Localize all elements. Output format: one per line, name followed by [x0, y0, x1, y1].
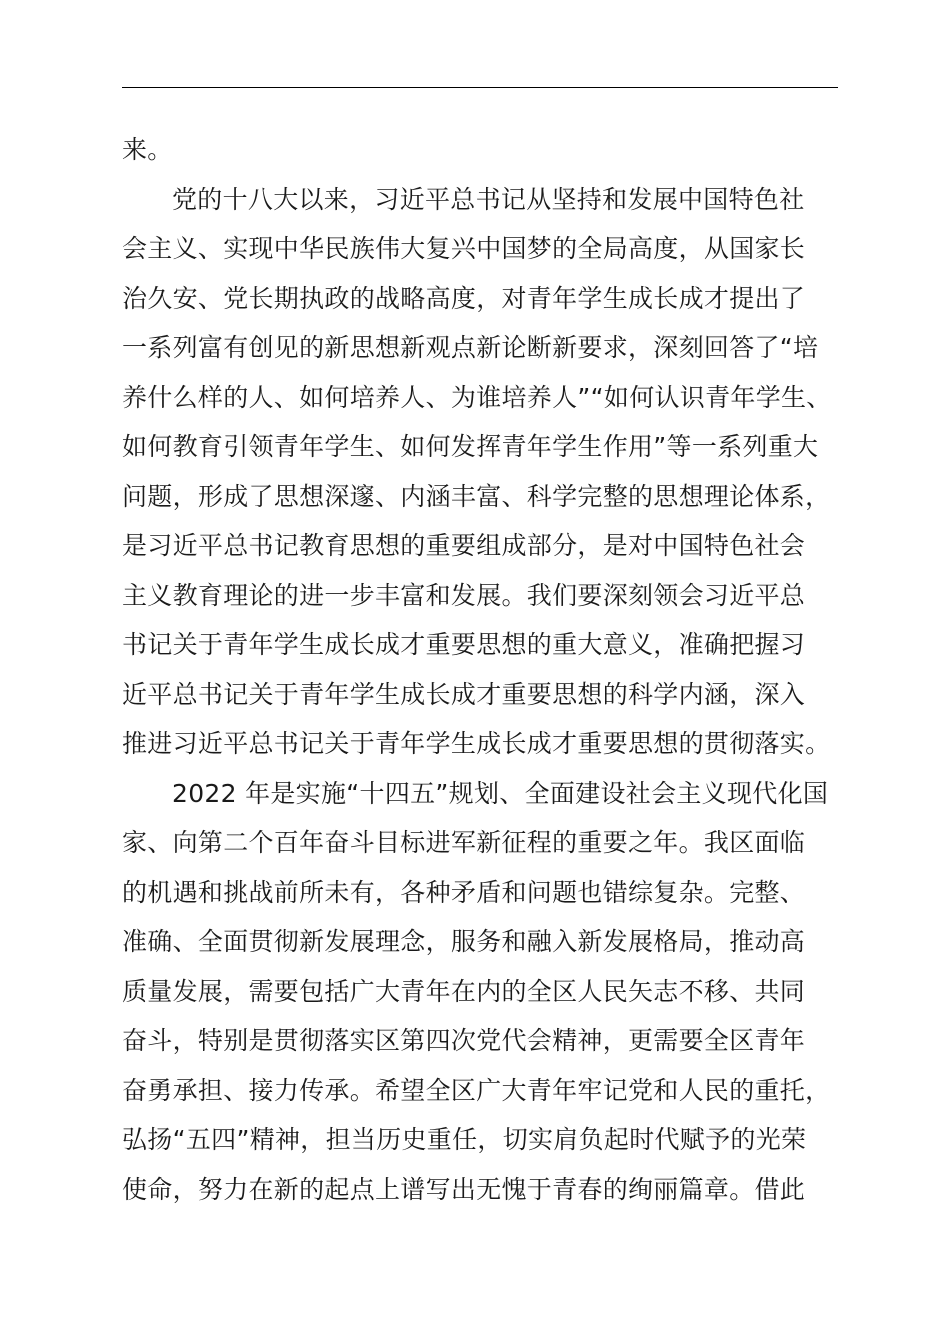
- text-line: 书记关于青年学生成长成才重要思想的重大意义，准确把握习: [122, 630, 806, 659]
- text-line: 一系列富有创见的新思想新观点新论断新要求，深刻回答了“培: [122, 333, 819, 362]
- text-line: 质量发展，需要包括广大青年在内的全区人民矢志不移、共同: [122, 976, 806, 1006]
- paragraph-first-line: 2022 年是实施“十四五”规划、全面建设社会主义现代化国: [172, 778, 829, 808]
- text-line: 主义教育理论的进一步丰富和发展。我们要深刻领会习近平总: [122, 580, 806, 610]
- text-line: 奋勇承担、接力传承。希望全区广大青年牢记党和人民的重托，: [122, 1075, 831, 1105]
- header-rule: [122, 87, 838, 88]
- text-line: 是习近平总书记教育思想的重要组成部分，是对中国特色社会: [122, 531, 806, 560]
- text-line: 弘扬“五四”精神，担当历史重任，切实肩负起时代赋予的光荣: [122, 1125, 807, 1154]
- text-line: 奋斗，特别是贯彻落实区第四次党代会精神，更需要全区青年: [122, 1026, 806, 1055]
- text-line: 使命，努力在新的起点上谱写出无愧于青春的绚丽篇章。借此: [122, 1174, 806, 1204]
- text-line: 近平总书记关于青年学生成长成才重要思想的科学内涵，深入: [122, 679, 806, 709]
- text-line: 家、向第二个百年奋斗目标进军新征程的重要之年。我区面临: [122, 828, 806, 857]
- text-line: 准确、全面贯彻新发展理念，服务和融入新发展格局，推动高: [122, 927, 806, 956]
- text-line: 会主义、实现中华民族伟大复兴中国梦的全局高度，从国家长: [122, 234, 806, 263]
- text-line: 推进习近平总书记关于青年学生成长成才重要思想的贯彻落实。: [122, 729, 831, 758]
- text-line: 问题，形成了思想深邃、内涵丰富、科学完整的思想理论体系，: [122, 481, 831, 511]
- text-line: 的机遇和挑战前所未有，各种矛盾和问题也错综复杂。完整、: [122, 877, 806, 907]
- text-line: 治久安、党长期执政的战略高度，对青年学生成长成才提出了: [122, 283, 806, 313]
- text-line: 来。: [122, 135, 173, 164]
- document-body: [122, 125, 862, 1214]
- paragraph-first-line: 党的十八大以来，习近平总书记从坚持和发展中国特色社: [172, 184, 805, 214]
- text-line: 养什么样的人、如何培养人、为谁培养人”“如何认识青年学生、: [122, 382, 832, 412]
- text-line: 如何教育引领青年学生、如何发挥青年学生作用”等一系列重大: [122, 432, 819, 461]
